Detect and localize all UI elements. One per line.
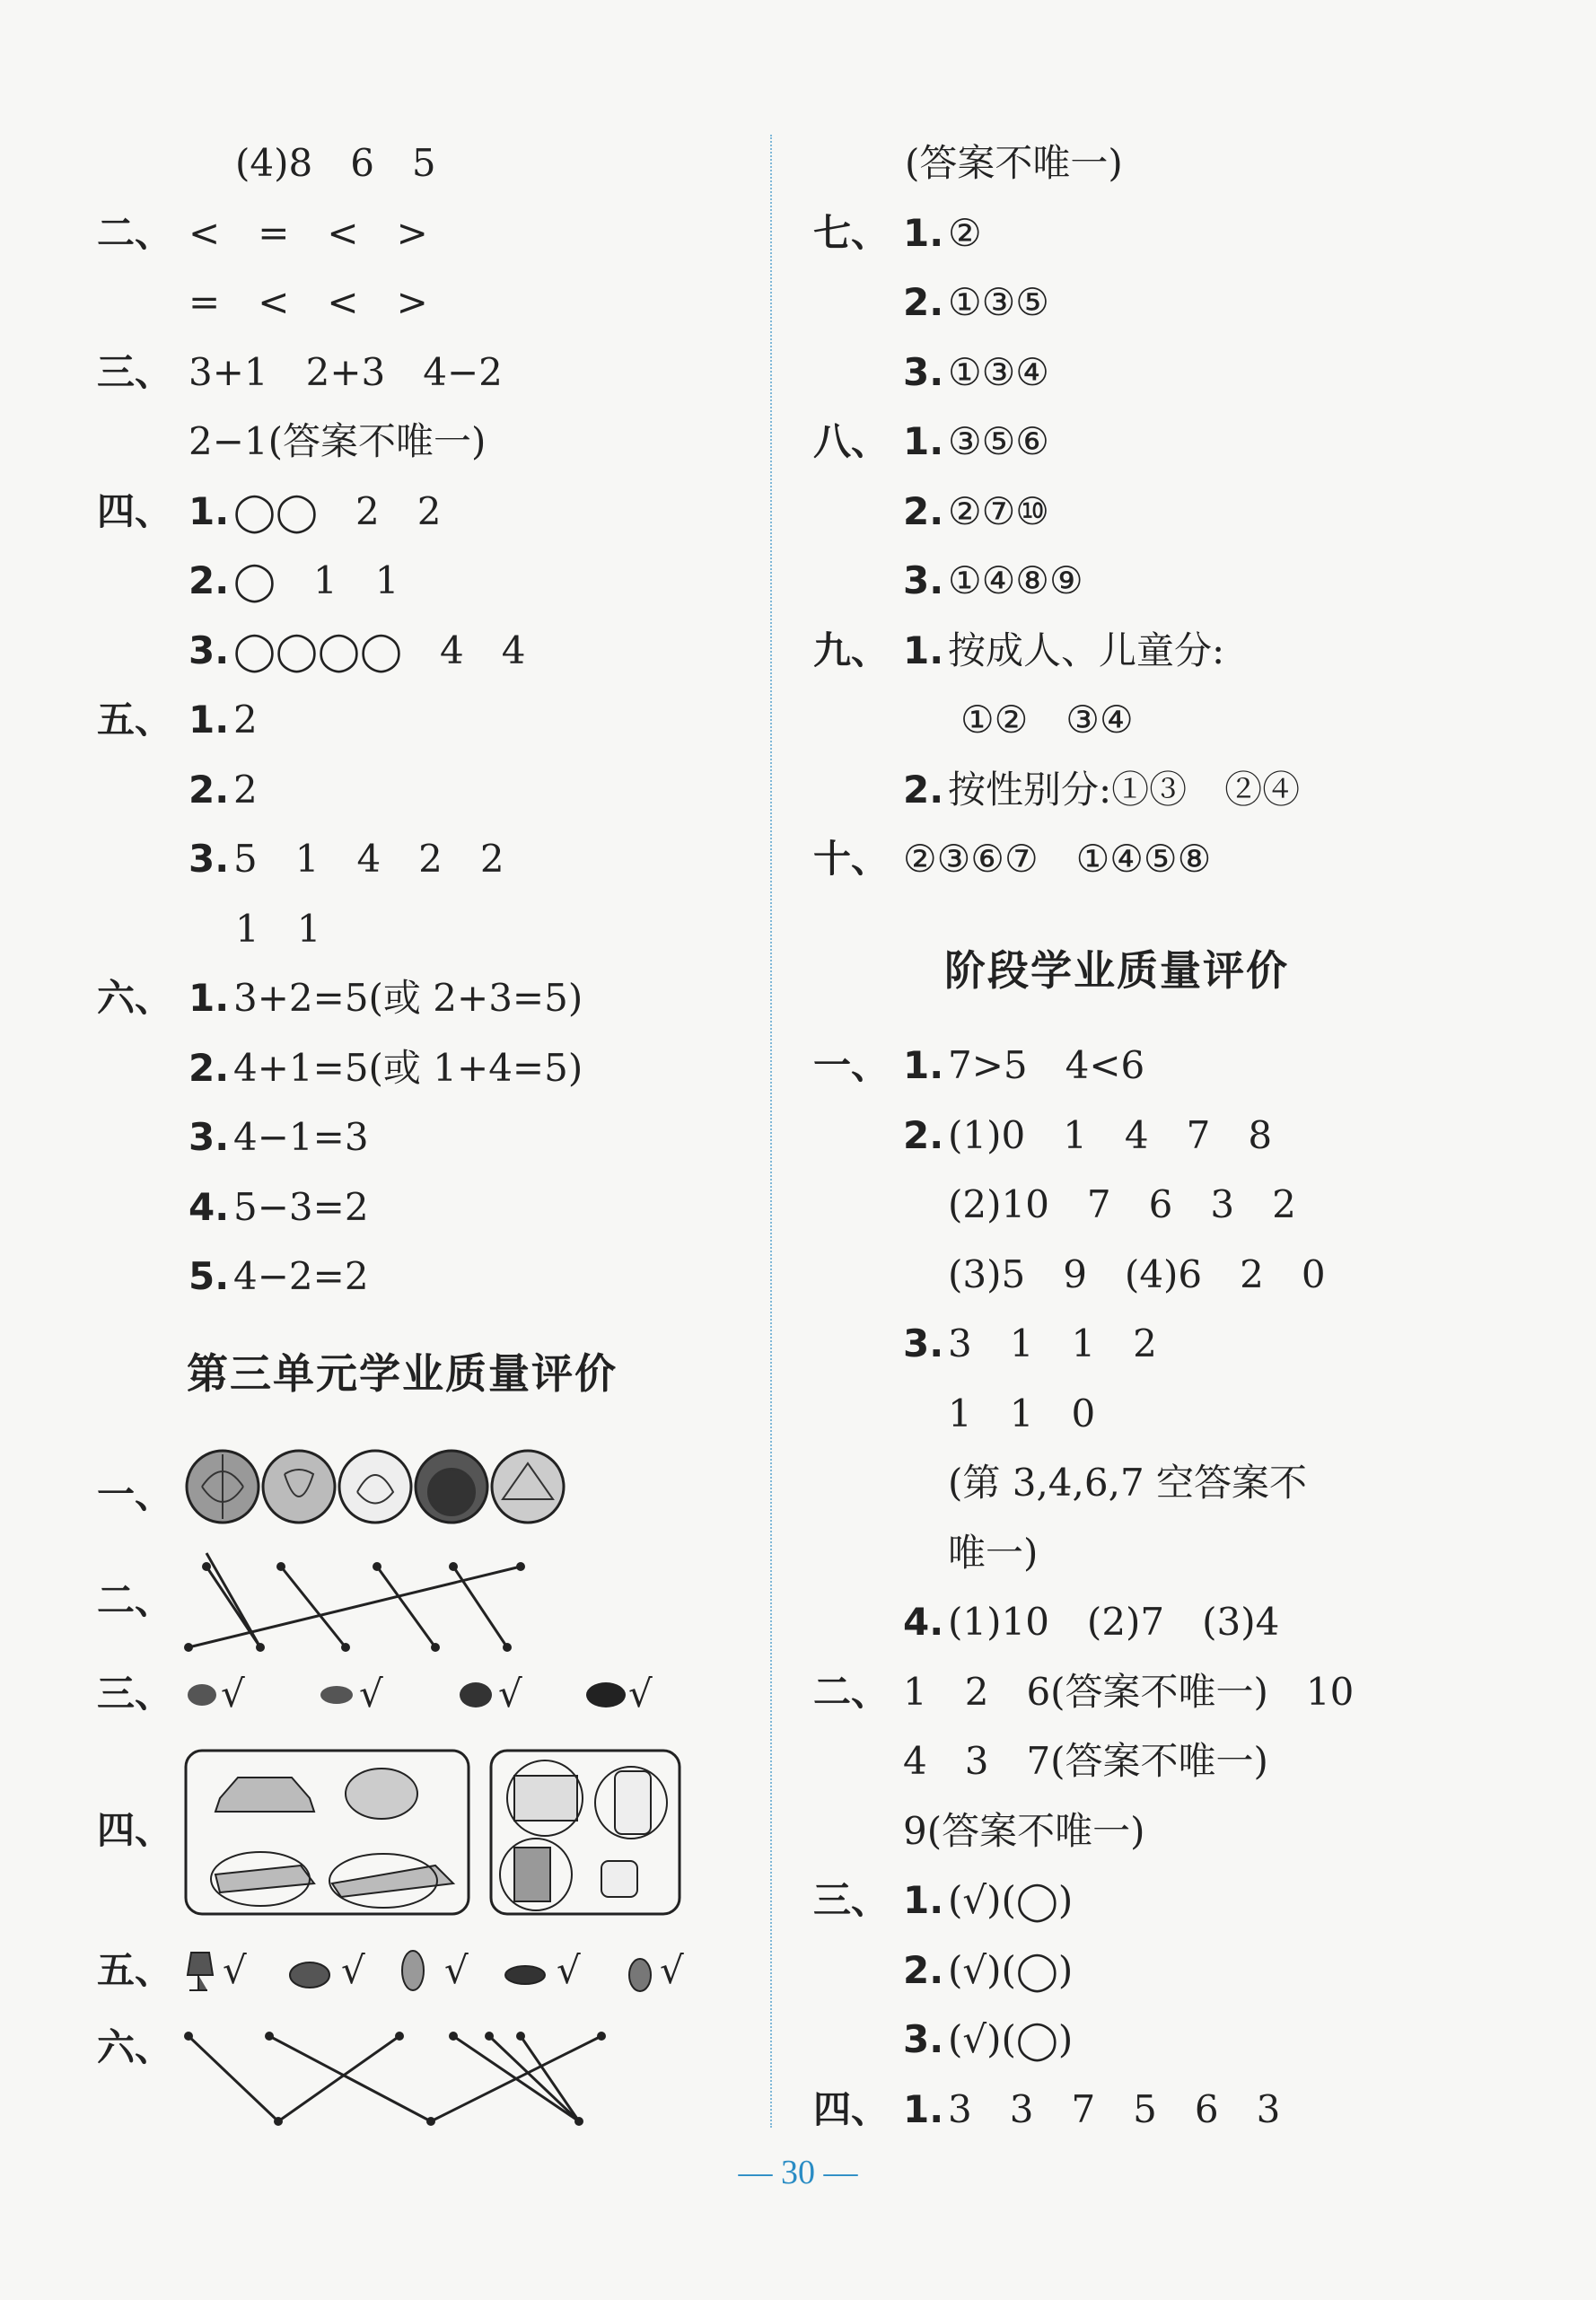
answer-text: 5 1 4 2 2: [233, 837, 504, 881]
answer-text: (√)(◯): [948, 1878, 1074, 1922]
q5-check-2: √: [341, 1948, 365, 1992]
answer-text: 按性别分:①③ ②④: [948, 767, 1301, 812]
hummingbird-icon: [320, 1686, 353, 1704]
answer-text: 3 1 1 2: [948, 1321, 1157, 1365]
item-number: 4.: [189, 1184, 230, 1229]
answer-text: 4−1=3: [233, 1115, 369, 1159]
section-marker: 八、: [813, 419, 890, 463]
item-number: 1.: [903, 210, 944, 255]
answer-text: 3 3 7 5 6 3: [948, 2086, 1281, 2131]
page-number: — 30 —: [738, 2154, 858, 2191]
q2-marker: 二、: [97, 1578, 173, 1622]
cylinder-short-icon: [601, 1861, 637, 1897]
answer-text: 9(答案不唯一): [903, 1808, 1145, 1853]
section-marker: 一、: [813, 1043, 890, 1087]
answer-text: ②⑦⑩: [948, 488, 1049, 533]
answer-text: (√)(◯): [948, 1947, 1074, 1992]
q6-matching-lines: [184, 2027, 687, 2135]
section-marker: 二、: [813, 1669, 890, 1714]
lamp-icon: [188, 1953, 213, 1990]
q3-check-3: √: [498, 1672, 522, 1716]
q3-check-4: √: [628, 1672, 653, 1716]
answer-text: (1)0 1 4 7 8: [948, 1112, 1273, 1157]
section-marker: 九、: [813, 628, 890, 672]
answer-text: (答案不唯一): [905, 141, 1123, 185]
section-marker: 六、: [97, 976, 173, 1020]
item-number: 2.: [903, 1947, 944, 1992]
q4-marker: 四、: [97, 1808, 173, 1852]
car-icon: [215, 1778, 314, 1812]
answer-text: 2: [233, 767, 258, 812]
answer-text: ①③⑤: [948, 280, 1049, 324]
pineapple-icon: [629, 1959, 651, 1991]
answer-text: < = < >: [189, 210, 428, 255]
section-marker: 三、: [97, 349, 173, 394]
q1-marker: 一、: [97, 1472, 173, 1516]
section-marker: 七、: [813, 210, 890, 255]
item-number: 2.: [189, 558, 230, 602]
item-number: 1.: [903, 419, 944, 463]
section-marker: 四、: [97, 488, 173, 533]
section-marker: 三、: [813, 1878, 890, 1922]
cuboid-icon: [514, 1776, 577, 1821]
item-number: 1.: [903, 628, 944, 672]
item-number: 3.: [903, 1321, 944, 1365]
peach-icon: [339, 1451, 411, 1523]
answer-text: 3+1 2+3 4−2: [189, 349, 503, 394]
answer-text: (1)10 (2)7 (3)4: [948, 1600, 1280, 1644]
answer-text: 4−2=2: [233, 1254, 369, 1298]
answer-text: 4+1=5(或 1+4=5): [233, 1045, 583, 1090]
answer-text: 按成人、儿童分:: [948, 628, 1225, 672]
answer-text: (√)(◯): [948, 2017, 1074, 2061]
answer-text: 2: [233, 698, 258, 742]
corn-icon: [402, 1951, 424, 1990]
item-number: 3.: [189, 1115, 230, 1159]
answer-text: = < < >: [189, 280, 428, 324]
item-number: 2.: [903, 1112, 944, 1157]
item-number: 3.: [189, 628, 230, 672]
answer-text: (3)5 9 (4)6 2 0: [948, 1251, 1326, 1296]
answer-text: ②: [948, 210, 982, 255]
item-number: 4.: [903, 1600, 944, 1644]
item-number: 2.: [189, 1045, 230, 1090]
q6-marker: 六、: [97, 2025, 173, 2069]
answer-text: 唯一): [948, 1530, 1039, 1575]
answer-text: ◯◯◯◯ 4 4: [233, 628, 526, 672]
section-marker: 十、: [813, 837, 890, 881]
q3-marker: 三、: [97, 1672, 173, 1716]
answer-text: (4)8 6 5: [235, 141, 436, 185]
answer-text: ③⑤⑥: [948, 419, 1049, 463]
column-divider: [770, 135, 772, 2128]
item-number: 2.: [903, 280, 944, 324]
item-number: 2.: [189, 767, 230, 812]
helicopter-icon: [346, 1769, 417, 1819]
section-marker: 五、: [97, 698, 173, 742]
answer-text: 3+2=5(或 2+3=5): [233, 976, 583, 1020]
section-marker: 二、: [97, 210, 173, 255]
item-number: 5.: [189, 1254, 230, 1298]
fruit-circles: [184, 1447, 597, 1537]
strawberry-icon: [263, 1451, 335, 1523]
item-number: 3.: [903, 349, 944, 394]
item-number: 2.: [903, 488, 944, 533]
item-number: 2.: [903, 767, 944, 812]
answer-text: 2−1(答案不唯一): [189, 419, 487, 463]
answer-text: ◯ 1 1: [233, 558, 399, 602]
stage-heading: 阶段学业质量评价: [944, 946, 1289, 995]
q5-check-4: √: [557, 1948, 581, 1992]
eagle-icon: [586, 1682, 626, 1707]
q3-birds: [184, 1668, 687, 1722]
answer-text: 7>5 4<6: [948, 1043, 1145, 1087]
q5-marker: 五、: [97, 1948, 173, 1992]
q5-check-5: √: [660, 1948, 684, 1992]
answer-text: ◯◯ 2 2: [233, 488, 442, 533]
plane-large-icon: [332, 1865, 453, 1897]
answer-text: (第 3,4,6,7 空答案不: [948, 1461, 1308, 1505]
item-number: 1.: [903, 1878, 944, 1922]
answer-text: 4 3 7(答案不唯一): [903, 1739, 1268, 1783]
q5-check-3: √: [444, 1948, 469, 1992]
unit3-heading: 第三单元学业质量评价: [187, 1349, 618, 1398]
q5-objects: [184, 1944, 687, 1997]
q2-matching-lines: [184, 1553, 543, 1661]
q3-check-1: √: [221, 1672, 245, 1716]
item-number: 3.: [903, 2017, 944, 2061]
teapot-icon: [290, 1962, 329, 1988]
answer-text: 5−3=2: [233, 1184, 369, 1229]
item-number: 1.: [189, 488, 230, 533]
item-number: 3.: [189, 837, 230, 881]
q5-check-1: √: [223, 1948, 247, 1992]
answer-text: ①② ③④: [960, 698, 1134, 742]
watermelon-slice-icon: [492, 1451, 564, 1523]
item-number: 1.: [189, 976, 230, 1020]
bee-icon: [188, 1684, 216, 1706]
crow-icon: [460, 1682, 492, 1707]
answer-text: 1 1: [235, 906, 321, 951]
answer-text: 1 1 0: [948, 1391, 1096, 1435]
eggplant-icon: [505, 1966, 545, 1984]
item-number: 1.: [189, 698, 230, 742]
answer-text: ②③⑥⑦ ①④⑤⑧: [903, 837, 1212, 881]
plane-small-icon: [215, 1865, 314, 1892]
item-number: 1.: [903, 1043, 944, 1087]
section-marker: 四、: [813, 2086, 890, 2131]
answer-text: ①③④: [948, 349, 1049, 394]
item-number: 1.: [903, 2086, 944, 2131]
answer-text: ①④⑧⑨: [948, 558, 1083, 602]
answer-text: (2)10 7 6 3 2: [948, 1182, 1296, 1226]
q4-groups: [184, 1749, 687, 1919]
answer-text: 1 2 6(答案不唯一) 10: [903, 1669, 1355, 1714]
item-number: 3.: [903, 558, 944, 602]
tall-cuboid-icon: [514, 1848, 550, 1901]
q3-check-2: √: [359, 1672, 383, 1716]
cylinder-tall-icon: [615, 1771, 651, 1834]
